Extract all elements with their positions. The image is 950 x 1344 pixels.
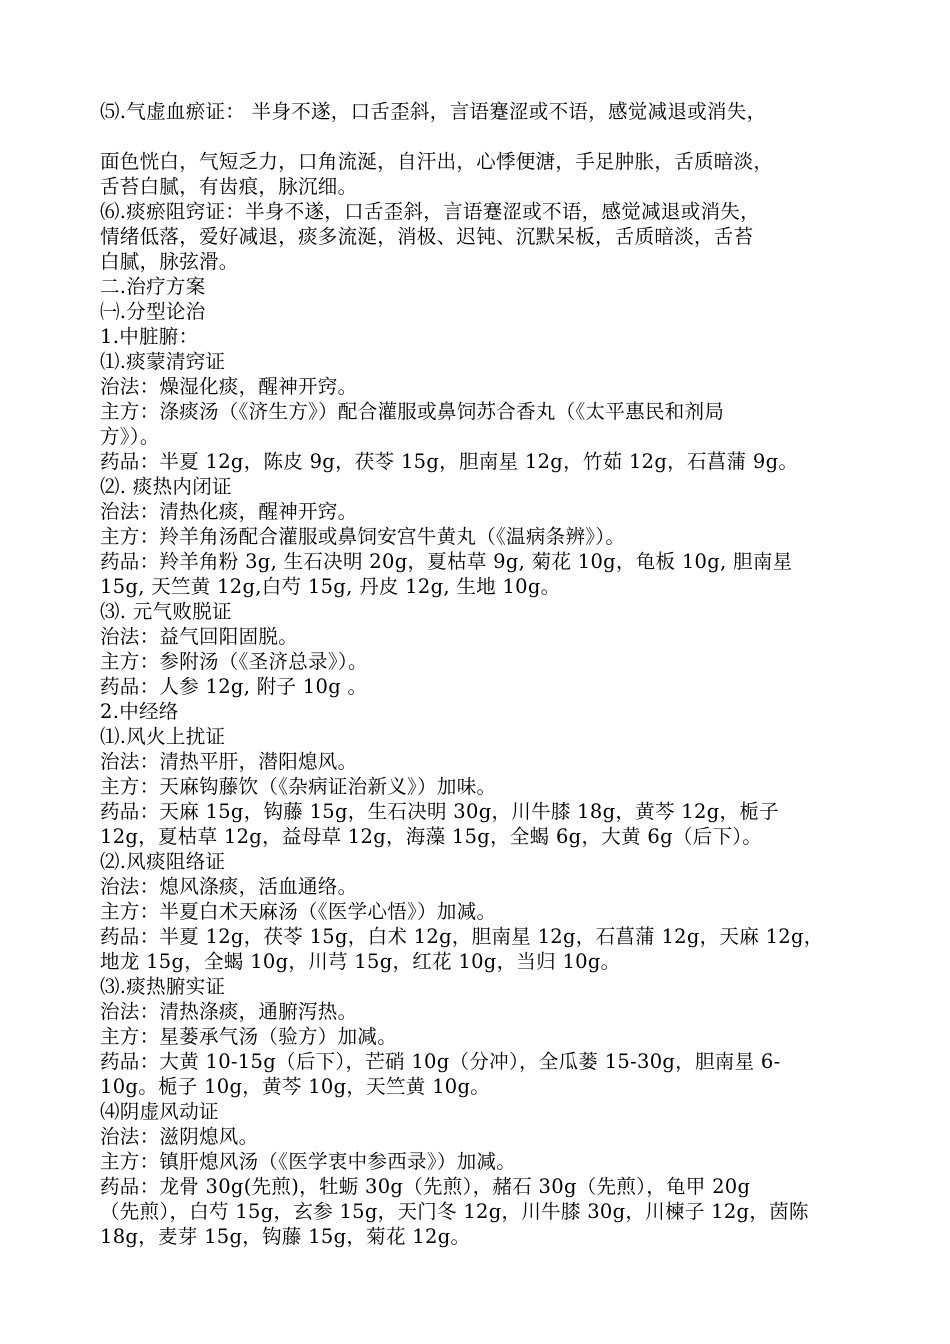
text-line: （先煎），白芍 15g，玄参 15g，天门冬 12g，川牛膝 30g，川楝子 12g，茵陈 <box>100 1200 809 1223</box>
text-line: ⑸.气虚血瘀证： 半身不遂，口舌歪斜，言语蹇涩或不语，感觉减退或消失， <box>100 100 767 123</box>
text-line: 治法：滋阴熄风。 <box>100 1125 259 1148</box>
text-line: 主方：羚羊角汤配合灌服或鼻饲安宫牛黄丸（《温病条辨》）。 <box>100 525 626 548</box>
pattern-heading: ⑴.痰蒙清窍证 <box>100 350 226 373</box>
text-line: 18g，麦芽 15g，钩藤 15g，菊花 12g。 <box>100 1225 471 1248</box>
text-line: 主方：星蒌承气汤（验方）加减。 <box>100 1025 398 1048</box>
text-line: 治法：清热涤痰，通腑泻热。 <box>100 1000 358 1023</box>
pattern-heading: ⑵. 痰热内闭证 <box>100 475 232 498</box>
text-line: 主方：镇肝熄风汤（《医学衷中参西录》）加减。 <box>100 1150 517 1173</box>
text-line: 地龙 15g，全蝎 10g，川芎 15g，红花 10g，当归 10g。 <box>100 950 621 973</box>
text-line: 药品：大黄 10-15g（后下），芒硝 10g（分冲），全瓜蒌 15-30g，胆南星 6- <box>100 1050 781 1073</box>
pattern-heading: ⑶. 元气败脱证 <box>100 600 232 623</box>
text-line: 药品：天麻 15g，钩藤 15g，生石决明 30g，川牛膝 18g，黄芩 12g，栀子 <box>100 800 779 823</box>
text-line: 药品：半夏 12g，陈皮 9g，茯苓 15g，胆南星 12g，竹茹 12g，石菖蒲 9g。 <box>100 450 799 473</box>
text-line: 15g, 天竺黄 12g,白芍 15g, 丹皮 12g, 生地 10g。 <box>100 575 561 598</box>
text-line: 主方：半夏白术天麻汤（《医学心悟》）加减。 <box>100 900 497 923</box>
text-line: 主方：天麻钩藤饮（《杂病证治新义》）加味。 <box>100 775 497 798</box>
text-line: 药品：人参 12g, 附子 10g 。 <box>100 675 368 698</box>
text-line: 药品：龙骨 30g(先煎)，牡蛎 30g（先煎），赭石 30g（先煎），龟甲 20g <box>100 1175 751 1198</box>
text-line: 情绪低落，爱好减退，痰多流涎，消极、迟钝、沉默呆板，舌质暗淡，舌苔 <box>100 225 754 248</box>
text-line: 主方：参附汤（《圣济总录》）。 <box>100 650 368 673</box>
text-line: 治法：熄风涤痰，活血通络。 <box>100 875 358 898</box>
text-line: ⑹.痰瘀阻窍证：半身不遂，口舌歪斜，言语蹇涩或不语，感觉减退或消失， <box>100 200 760 223</box>
text-line: 舌苔白腻，有齿痕，脉沉细。 <box>100 175 358 198</box>
pattern-heading: ⑶.痰热腑实证 <box>100 975 226 998</box>
pattern-heading: ⑷阴虚风动证 <box>100 1100 219 1123</box>
text-line: 治法：燥湿化痰，醒神开窍。 <box>100 375 358 398</box>
text-line: 方》）。 <box>100 425 160 448</box>
subsection-heading: ㈠.分型论治 <box>100 300 206 323</box>
section-heading: 二.治疗方案 <box>100 275 206 298</box>
text-line: 治法：清热化痰，醒神开窍。 <box>100 500 358 523</box>
text-line: 治法：益气回阳固脱。 <box>100 625 299 648</box>
pattern-heading: ⑴.风火上扰证 <box>100 725 226 748</box>
subsection-heading: 2.中经络 <box>100 700 179 723</box>
text-line: 治法：清热平肝，潜阳熄风。 <box>100 750 358 773</box>
text-line: 主方：涤痰汤（《济生方》）配合灌服或鼻饲苏合香丸（《太平惠民和剂局 <box>100 400 725 423</box>
text-line: 药品：羚羊角粉 3g, 生石决明 20g，夏枯草 9g, 菊花 10g，龟板 10g, 胆南星 <box>100 550 793 573</box>
text-line: 10g。栀子 10g，黄芩 10g，天竺黄 10g。 <box>100 1075 491 1098</box>
text-line: 12g，夏枯草 12g，益母草 12g，海藻 15g，全蝎 6g，大黄 6g（后下）。 <box>100 825 763 848</box>
text-line: 药品：半夏 12g，茯苓 15g，白术 12g，胆南星 12g，石菖蒲 12g，天麻 12g， <box>100 925 824 948</box>
subsection-heading: 1.中脏腑： <box>100 325 199 348</box>
text-line: 面色恍白，气短乏力，口角流涎，自汗出，心悸便溏，手足肿胀，舌质暗淡， <box>100 150 774 173</box>
text-line: 白腻，脉弦滑。 <box>100 250 239 273</box>
pattern-heading: ⑵.风痰阻络证 <box>100 850 226 873</box>
